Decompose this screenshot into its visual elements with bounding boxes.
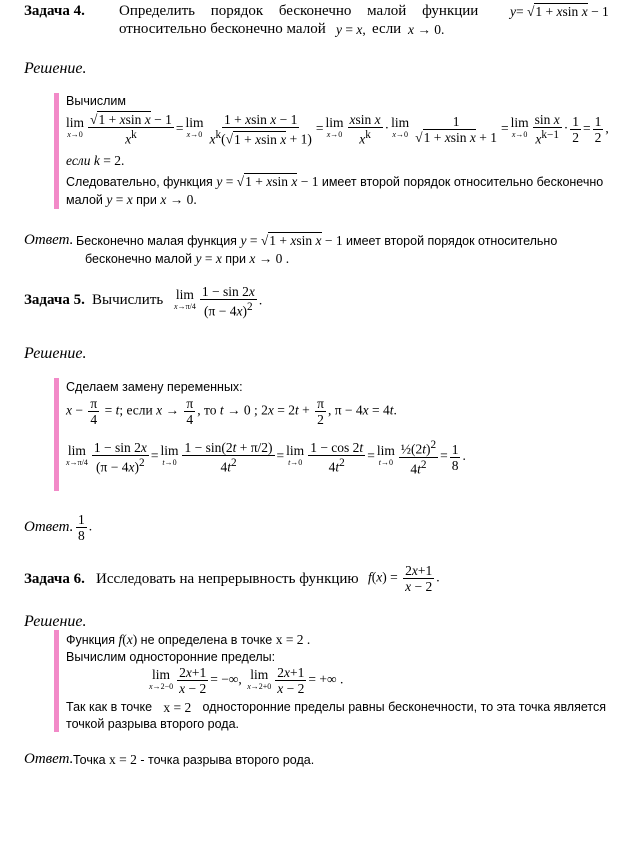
task5-text: Вычислить bbox=[92, 292, 164, 308]
task4-answer-line1: Бесконечно малая функция y = √1 + xsin x − 1 имеет второй порядок относительно bbox=[76, 233, 558, 248]
task4-answer-line2: бесконечно малой y = x при x → 0 . bbox=[85, 251, 290, 266]
task4-calc-label: Вычислим bbox=[66, 94, 126, 108]
task5-if-word: ; если bbox=[119, 402, 153, 418]
task5-heading: Задача 5. bbox=[24, 292, 85, 308]
task5-subst-equation: x − $\frac{\pi}{4}$ = t; если x → $\frac{\pi}{4}$ , то t → 0 ; 2x = 2t + $\frac{\pi}{2}$ , π − 4x = 4t. bbox=[66, 396, 397, 427]
task5-limit-equation: lim x→π/4 $\frac{1 - \sin 2x}{(\pi - 4x)^2}$ = lim t→0 $\frac{1 - \sin(2t + \pi/2)}{4t^2}$ = lim t→0 $\frac{1 - \cos 2t}{4t^2}$ = lim t→0 $\frac{\frac{1}{2}(2t)^2}{4t^2}$ = $\frac{1}{8}$ . bbox=[66, 439, 466, 476]
task6-solution-label: Решение. bbox=[24, 613, 87, 630]
task6-line2: Вычислим односторонние пределы: bbox=[66, 650, 276, 664]
task4-conclusion-line2: малой y = x при x → 0. bbox=[66, 192, 197, 207]
task6-line3: Так как в точке x = 2 односторонние пределы равны бесконечности, то эта точка является bbox=[66, 700, 606, 715]
task6-line4: точкой разрыва второго рода. bbox=[66, 717, 240, 731]
task4-solution-bar bbox=[54, 93, 59, 209]
task6-answer-label: Ответ. bbox=[24, 751, 74, 767]
task6-answer: Точка x = 2 - точка разрыва второго рода. bbox=[73, 752, 315, 767]
task4-answer-label: Ответ. bbox=[24, 232, 74, 248]
task6-solution-bar bbox=[54, 630, 59, 732]
task5-answer-label: Ответ. bbox=[24, 519, 74, 535]
task4-if: если bbox=[372, 21, 402, 37]
task4-solution-label: Решение. bbox=[24, 60, 87, 77]
task4-if-k: если k = 2. bbox=[66, 153, 125, 168]
task5-limit: lim x→π/4 $\frac{1 - \sin 2x}{(\pi - 4x)^2}$ . bbox=[174, 284, 263, 319]
task6-line1: Функция f(x) не определена в точке x = 2 . bbox=[66, 632, 311, 647]
task6-onesided-limits: lim x→2−0 $\frac{2x+1}{x - 2}$ = −∞, lim x→2+0 $\frac{2x+1}{x - 2}$ = +∞ . bbox=[149, 665, 344, 696]
task4-condition: x → 0. bbox=[408, 22, 445, 37]
task5-subst-label: Сделаем замену переменных: bbox=[66, 380, 243, 394]
task5-answer-value: $\frac{1}{8}$ . bbox=[78, 512, 93, 543]
task6-function: f(x) = $\frac{2x+1}{x - 2}$ . bbox=[368, 563, 440, 594]
task5-solution-bar bbox=[54, 378, 59, 491]
task6-text: Исследовать на непрерывность функцию bbox=[96, 571, 359, 587]
task4-function: y= √1 + xsin x − 1 bbox=[510, 4, 609, 19]
task4-limit-equation: lim x→0 $\frac{\text{√1 + xsin x − 1}}{x^k}$ = lim x→0 $\frac{\text{1 + xsin x − 1}}{x^k(√1 + xsin x + 1)}$ = lim x→0 $\frac{\text{xsin x}}{x^k}$ · lim x→0 $\frac{1}{\text{√1 + xsin x + 1}}$ = lim x→0 $\frac{\text{sin x}}{x^{k-1}}$ · $\frac{1}{2}$ = $\frac{1}{2}$ , bbox=[66, 112, 609, 147]
task6-heading: Задача 6. bbox=[24, 571, 85, 587]
task4-text-line1: Определить порядок бесконечно малой функции bbox=[119, 3, 479, 19]
task5-to-word: , то bbox=[197, 402, 217, 418]
task4-relative: y = x, bbox=[336, 22, 366, 37]
task4-heading: Задача 4. bbox=[24, 3, 85, 19]
task4-text-line2: относительно бесконечно малой bbox=[119, 21, 326, 37]
task4-conclusion-line1: Следовательно, функция y = √1 + xsin x − 1 имеет второй порядок относительно бесконечно bbox=[66, 174, 604, 189]
task5-solution-label: Решение. bbox=[24, 345, 87, 362]
